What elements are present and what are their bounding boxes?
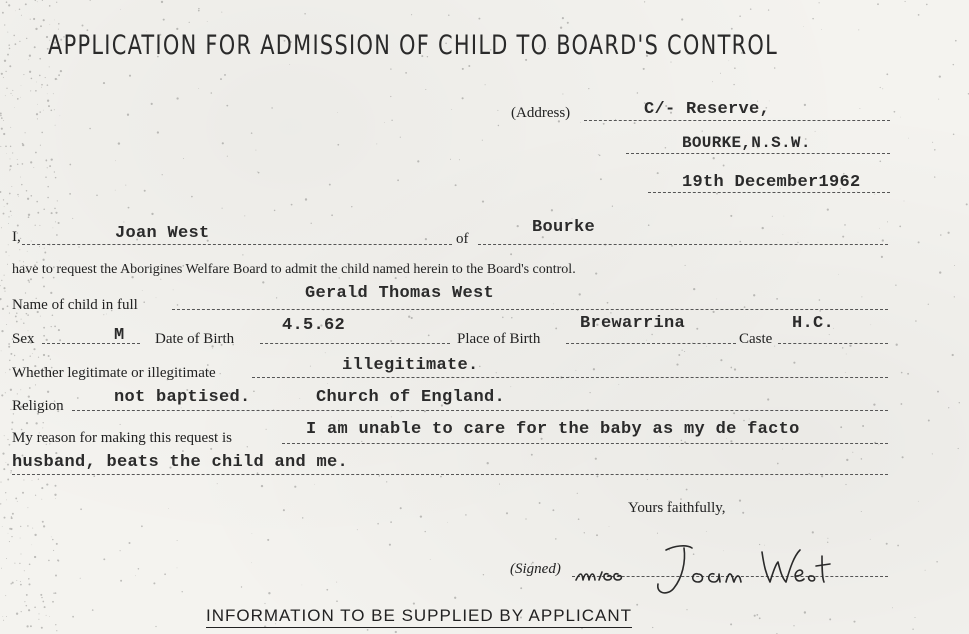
religion-rule xyxy=(72,410,888,411)
child-religion: Church of England. xyxy=(316,388,506,407)
address-line-1: C/- Reserve, xyxy=(644,100,771,119)
signed-label: (Signed) xyxy=(510,561,561,577)
child-name-label: Name of child in full xyxy=(12,297,138,313)
child-dob: 4.5.62 xyxy=(282,316,346,335)
applicant-place: Bourke xyxy=(532,218,596,237)
pob-label: Place of Birth xyxy=(457,331,541,347)
child-name-rule xyxy=(172,309,888,310)
child-caste: H.C. xyxy=(792,314,835,333)
sex-rule xyxy=(42,343,140,344)
pob-rule xyxy=(566,343,736,344)
child-pob: Brewarrina xyxy=(580,314,686,333)
address-line-2-rule xyxy=(626,153,890,154)
address-label: (Address) xyxy=(511,105,571,121)
reason-rule-2 xyxy=(12,474,888,475)
applicant-name-rule xyxy=(22,244,452,245)
yours-faithfully: Yours faithfully, xyxy=(628,500,726,516)
legitimacy-label: Whether legitimate or illegitimate xyxy=(12,365,216,381)
reason-label: My reason for making this request is xyxy=(12,430,232,446)
religion-label: Religion xyxy=(12,398,64,414)
dob-label: Date of Birth xyxy=(155,331,235,347)
caste-rule xyxy=(778,343,888,344)
application-date: 19th December1962 xyxy=(682,173,861,192)
reason-rule-1 xyxy=(282,443,888,444)
request-statement: have to request the Aborigines Welfare Board to admit the child named herein to the Board's control. xyxy=(12,262,576,277)
form-title: APPLICATION FOR ADMISSION OF CHILD TO BOARD'S CONTROL xyxy=(48,30,779,61)
child-sex: M xyxy=(114,326,125,345)
baptism-status: not baptised. xyxy=(114,388,251,407)
child-name: Gerald Thomas West xyxy=(305,284,495,303)
address-line-1-rule xyxy=(584,120,890,121)
applicant-name: Joan West xyxy=(115,224,210,243)
caste-label: Caste xyxy=(739,331,773,347)
of-label: of xyxy=(456,231,469,247)
address-line-2: BOURKE,N.S.W. xyxy=(682,134,811,152)
footer-heading: INFORMATION TO BE SUPPLIED BY APPLICANT xyxy=(206,606,632,628)
child-legitimacy: illegitimate. xyxy=(342,356,479,375)
reason-line-1: I am unable to care for the baby as my de facto xyxy=(306,420,800,439)
dob-rule xyxy=(260,343,450,344)
legitimacy-rule xyxy=(252,377,888,378)
i-label: I, xyxy=(12,229,21,245)
reason-line-2: husband, beats the child and me. xyxy=(12,453,349,472)
handwritten-signature xyxy=(574,542,844,609)
sex-label: Sex xyxy=(12,331,35,347)
signature-scrawl xyxy=(574,542,844,604)
applicant-place-rule xyxy=(478,244,888,245)
date-rule xyxy=(648,192,890,193)
